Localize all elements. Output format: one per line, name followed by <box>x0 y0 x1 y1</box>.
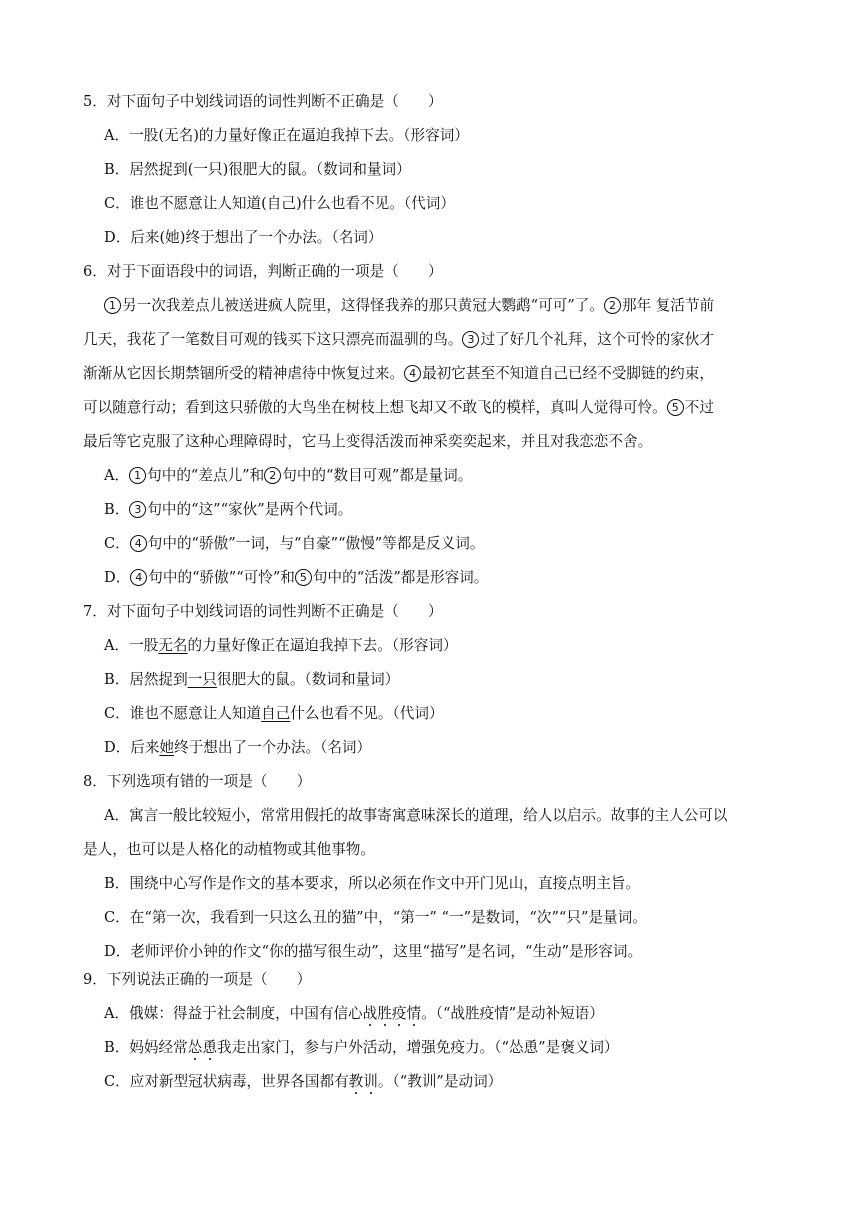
circled-number: 5 <box>295 569 312 586</box>
q8-option-c: C．在“第一次，我看到一只这么丑的猫”中，“第一” “一”是数词，“次”“只”是量词。 <box>104 909 647 926</box>
underlined-word: 无名 <box>158 637 188 654</box>
q6-stem: 6．对于下面语段中的词语，判断正确的一项是（ ） <box>83 263 443 280</box>
passage-text: 最初它甚至不知道自己已经不受脚链的约束， <box>422 365 714 382</box>
q5-option-c: C．谁也不愿意让人知道(自己)什么也看不见。（代词） <box>104 195 455 212</box>
underlined-word: 她 <box>159 739 175 756</box>
q6-passage-line-4 <box>83 398 773 418</box>
q7-stem: 7．对下面句子中划线词语的词性判断不正确是（ ） <box>83 603 443 620</box>
dotted-char: 怂 <box>187 1039 203 1056</box>
option-text: 句中的“活泼”都是形容词。 <box>312 569 489 586</box>
q9-stem: 9．下列说法正确的一项是（ ） <box>83 971 312 988</box>
option-text: 。（“教训”是动词） <box>377 1073 503 1090</box>
circled-number: 2 <box>604 297 621 314</box>
option-text: 句中的“骄傲”一词，与“自豪”“傲慢”等都是反义词。 <box>147 535 485 552</box>
option-text: 句中的“这”“家伙”是两个代词。 <box>147 501 353 518</box>
q5-option-d: D．后来(她)终于想出了一个办法。（名词） <box>104 229 383 246</box>
dotted-char: 胜 <box>377 1005 392 1022</box>
option-text: 的力量好像正在逼迫我掉下去。（形容词） <box>187 637 458 654</box>
option-text: 很肥大的鼠。（数词和量词） <box>216 671 400 688</box>
option-text: A．俄媒：得益于社会制度，中国有信心 <box>104 1005 363 1022</box>
option-text: 句中的“差点儿”和 <box>147 467 265 484</box>
circled-number: 4 <box>130 535 147 552</box>
q9-option-a <box>104 1004 773 1024</box>
option-text: 句中的“骄傲”“可怜”和 <box>148 569 295 586</box>
dotted-char: 教 <box>348 1073 364 1090</box>
q6-option-c <box>104 534 773 554</box>
option-text: C．应对新型冠状病毒，世界各国都有 <box>104 1073 349 1090</box>
dotted-char: 恿 <box>202 1039 217 1056</box>
q6-option-d <box>104 568 773 588</box>
option-label: D． <box>104 569 131 586</box>
dotted-char: 疫 <box>391 1005 407 1022</box>
q7-option-b <box>104 670 773 690</box>
circled-number: 5 <box>667 399 684 416</box>
dotted-char: 情 <box>406 1005 422 1022</box>
passage-text: 不过 <box>684 399 714 416</box>
passage-text: 渐渐从它因长期禁锢所受的精神虐待中恢复过来。 <box>83 365 405 382</box>
q6-passage-line-3 <box>83 364 773 384</box>
option-label: B． <box>104 501 130 518</box>
q8-option-d: D．老师评价小钟的作文“你的描写很生动”，这里“描写”是名词，“生动”是形容词。 <box>104 943 643 960</box>
option-text: 终于想出了一个办法。（名词） <box>174 739 372 756</box>
passage-text: 另一次我差点儿被送进疯人院里，这得怪我养的那只黄冠大鹦鹉“可可”了。 <box>122 297 604 314</box>
q6-option-a <box>104 466 773 486</box>
q8-option-a-line-1: A．寓言一般比较短小，常常用假托的故事寄寓意味深长的道理，给人以启示。故事的主人公可以 <box>104 807 728 824</box>
q6-option-b <box>104 500 773 520</box>
circled-number: 4 <box>404 365 421 382</box>
q9-option-b <box>104 1038 773 1058</box>
circled-number: 1 <box>129 467 146 484</box>
option-text: B．居然捉到 <box>104 671 188 688</box>
q7-option-d <box>104 738 773 758</box>
underlined-word: 自己 <box>261 705 291 722</box>
q8-stem: 8．下列选项有错的一项是（ ） <box>83 773 312 790</box>
circled-number: 1 <box>104 297 121 314</box>
option-text: 句中的“数目可观”都是量词。 <box>282 467 473 484</box>
q7-option-c <box>104 704 773 724</box>
passage-text: 几天，我花了一笔数目可观的钱买下这只漂亮而温驯的鸟。 <box>83 331 463 348</box>
option-text: D．后来 <box>104 739 160 756</box>
q6-passage-line-1 <box>104 296 773 316</box>
q5-option-a: A．一股(无名)的力量好像正在逼迫我掉下去。（形容词） <box>104 127 469 144</box>
q6-passage-line-2 <box>83 330 773 350</box>
circled-number: 3 <box>129 501 146 518</box>
option-label: A． <box>104 467 130 484</box>
q8-option-a-line-2: 是人，也可以是人格化的动植物或其他事物。 <box>83 841 375 858</box>
circled-number: 4 <box>130 569 147 586</box>
dotted-char: 战 <box>362 1005 378 1022</box>
option-text: 什么也看不见。（代词） <box>290 705 444 722</box>
dotted-char: 训 <box>363 1073 378 1090</box>
passage-text: 可以随意行动；看到这只骄傲的大鸟坐在树枝上想飞却又不敢飞的模样，真叫人觉得可怜。 <box>83 399 667 416</box>
q9-option-c <box>104 1072 773 1092</box>
option-label: C． <box>104 535 130 552</box>
option-text: A．一股 <box>104 637 159 654</box>
option-text: 。（“战胜疫情”是动补短语） <box>421 1005 604 1022</box>
q5-stem: 5．对下面句子中划线词语的词性判断不正确是（ ） <box>83 93 443 110</box>
passage-text: 过了好几个礼拜，这个可怜的家伙才 <box>480 331 714 348</box>
q7-option-a <box>104 636 773 656</box>
circled-number: 3 <box>462 331 479 348</box>
q8-option-b: B．围绕中心写作是作文的基本要求，所以必须在作文中开门见山，直接点明主旨。 <box>104 875 641 892</box>
circled-number: 2 <box>264 467 281 484</box>
q5-option-b: B．居然捉到(一只)很肥大的鼠。（数词和量词） <box>104 161 411 178</box>
underlined-word: 一只 <box>187 671 217 688</box>
passage-text: 那年 复活节前 <box>621 297 715 314</box>
option-text: B．妈妈经常 <box>104 1039 188 1056</box>
option-text: 我走出家门，参与户外活动，增强免疫力。（“怂恿”是褒义词） <box>216 1039 619 1056</box>
q6-passage-line-5: 最后等它克服了这种心理障碍时，它马上变得活泼而神采奕奕起来，并且对我恋恋不舍。 <box>83 433 653 450</box>
option-text: C．谁也不愿意让人知道 <box>104 705 262 722</box>
